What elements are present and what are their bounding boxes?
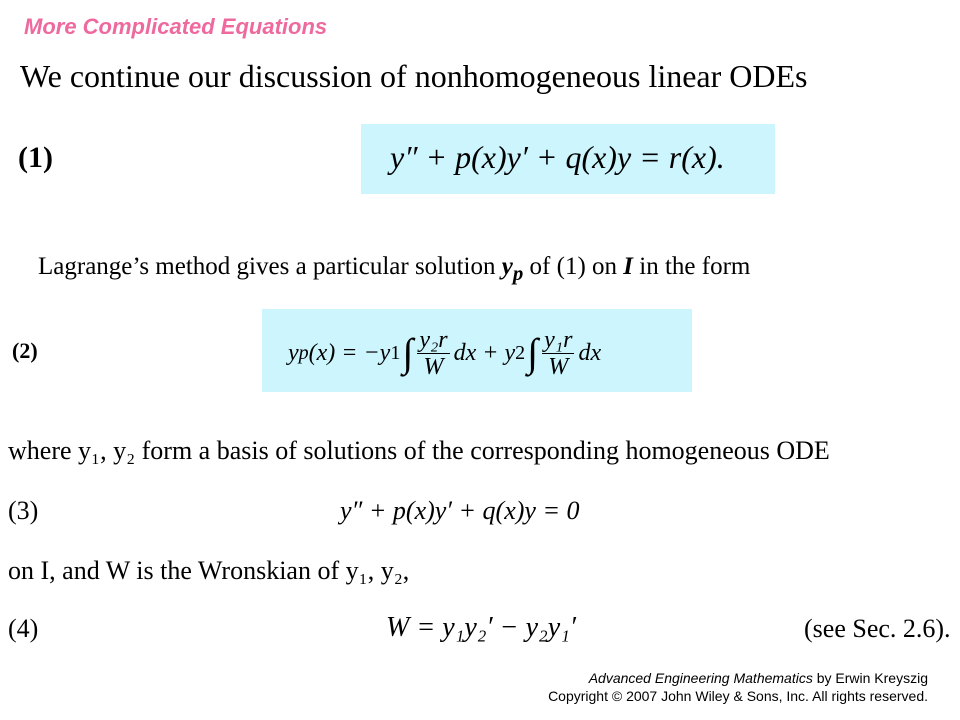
slide-title: More Complicated Equations — [24, 14, 328, 39]
footer-book-title: Advanced Engineering Mathematics — [588, 670, 813, 686]
fraction-2 — [542, 327, 574, 380]
lagrange-middle: of (1) on — [523, 253, 624, 280]
wronskian-text: on I, and W is the Wronskian of y₁, y₂, — [8, 556, 410, 585]
eq2-lhs-sub: p — [298, 341, 309, 364]
lagrange-suffix: in the form — [633, 253, 751, 280]
lagrange-text — [38, 253, 750, 286]
fraction-1-numerator: y₂r — [419, 326, 448, 353]
eq2-dx1: dx + y — [453, 339, 516, 366]
basis-text: where y₁, y₂ form a basis of solutions of the corresponding homogeneous ODE — [8, 436, 830, 465]
fraction-2-denominator: W — [548, 353, 569, 380]
equation-3-number: (3) — [8, 496, 39, 525]
lagrange-var: y — [501, 253, 513, 280]
fraction-1 — [417, 327, 449, 380]
equation-1-number: (1) — [18, 141, 53, 174]
equation-4-reference: (see Sec. 2.6). — [804, 614, 951, 643]
equation-3: y″ + p(x)y′ + q(x)y = 0 — [340, 496, 580, 525]
fraction-1-denominator: W — [423, 353, 444, 380]
equation-1: y″ + p(x)y′ + q(x)y = r(x). — [390, 139, 725, 175]
equation-2-number: (2) — [12, 338, 38, 363]
intro-text: We continue our discussion of nonhomogeneous linear ODEs — [20, 58, 808, 94]
integral-1-symbol: ∫ — [402, 330, 414, 375]
integral-2-symbol: ∫ — [527, 330, 539, 375]
footer-author: by Erwin Kreyszig — [812, 670, 928, 686]
eq2-lhs: y — [288, 339, 299, 366]
equation-2 — [288, 322, 601, 384]
equation-4-number: (4) — [8, 614, 39, 643]
eq2-dx2: dx — [578, 339, 602, 366]
footer-copyright: Copyright © 2007 John Wiley & Sons, Inc. All rights reserved. — [548, 688, 928, 704]
lagrange-interval: I — [623, 253, 634, 280]
equation-4: W = y₁y₂′ − y₂y₁′ — [386, 612, 577, 643]
eq2-lhs-arg: (x) = −y — [308, 339, 391, 366]
eq2-y2-sub: 2 — [515, 341, 526, 364]
lagrange-var-sub: p — [512, 261, 524, 285]
footer-book — [589, 670, 928, 686]
fraction-2-numerator: y₁r — [544, 326, 573, 353]
eq2-y1-sub: 1 — [390, 341, 401, 364]
lagrange-prefix: Lagrange’s method gives a particular solution — [38, 253, 502, 280]
